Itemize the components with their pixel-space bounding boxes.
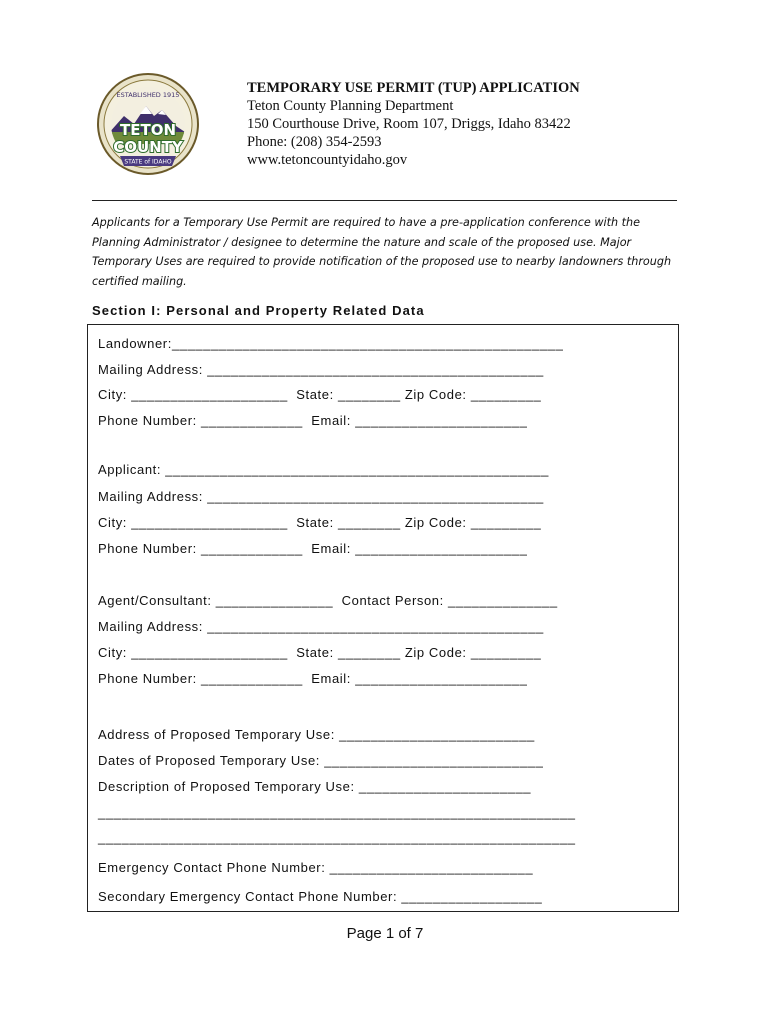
landowner-mailing-address-field[interactable]: Mailing Address: ___________________________________________ [98,362,544,377]
applicant-phone-email-field[interactable]: Phone Number: _____________ Email: ______________________ [98,541,528,556]
logo-established-text: ESTABLISHED 1915 [116,91,180,99]
department-address: 150 Courthouse Drive, Room 107, Driggs, Idaho 83422 [247,116,571,132]
department-name: Teton County Planning Department [247,98,454,114]
department-phone: Phone: (208) 354-2593 [247,134,382,150]
applicant-mailing-address-field[interactable]: Mailing Address: ___________________________________________ [98,489,544,504]
intro-paragraph [92,213,682,291]
agent-phone-email-field[interactable]: Phone Number: _____________ Email: ______________________ [98,671,528,686]
page-number: Page 1 of 7 [346,925,424,942]
agent-mailing-address-field[interactable]: Mailing Address: ___________________________________________ [98,619,544,634]
department-website: www.tetoncountyidaho.gov [247,152,408,168]
description-continuation-line[interactable]: _____________________________________________________________ [98,830,576,845]
proposed-use-description-field[interactable]: Description of Proposed Temporary Use: ______________________ [98,779,532,794]
intro-line: certified mailing. [92,274,187,288]
agent-city-state-zip-field[interactable]: City: ____________________ State: ________ Zip Code: _________ [98,645,542,660]
applicant-field[interactable]: Applicant: _________________________________________________ [98,462,549,477]
intro-line: Applicants for a Temporary Use Permit are required to have a pre-application conference with the [92,216,640,229]
emergency-contact-phone-field[interactable]: Emergency Contact Phone Number: __________________________ [98,860,534,875]
landowner-phone-email-field[interactable]: Phone Number: _____________ Email: ______________________ [98,413,528,428]
secondary-emergency-contact-phone-field[interactable]: Secondary Emergency Contact Phone Number: __________________ [98,889,543,904]
agent-contact-field[interactable]: Agent/Consultant: _______________ Contact Person: ______________ [98,593,558,608]
description-continuation-line[interactable]: _____________________________________________________________ [98,805,576,820]
header-divider [92,200,677,201]
letterhead [247,79,580,169]
logo-teton-text: TETON [119,121,177,139]
logo-state-ribbon-text: STATE of IDAHO [124,158,172,166]
teton-county-logo [96,72,200,176]
document-title: TEMPORARY USE PERMIT (TUP) APPLICATION [247,80,580,96]
section-title: Section I: Personal and Property Related Data [92,303,425,318]
applicant-city-state-zip-field[interactable]: City: ____________________ State: ________ Zip Code: _________ [98,515,542,530]
intro-line: Planning Administrator / designee to determine the nature and scale of the proposed use. Major [92,235,632,249]
landowner-field[interactable]: Landowner:__________________________________________________ [98,336,564,351]
logo-county-text: COUNTY [113,138,183,156]
intro-line: Temporary Uses are required to provide notification of the proposed use to nearby landowners through [92,255,672,268]
proposed-use-address-field[interactable]: Address of Proposed Temporary Use: _________________________ [98,727,535,742]
landowner-city-state-zip-field[interactable]: City: ____________________ State: ________ Zip Code: _________ [98,387,542,402]
proposed-use-dates-field[interactable]: Dates of Proposed Temporary Use: ____________________________ [98,753,544,768]
